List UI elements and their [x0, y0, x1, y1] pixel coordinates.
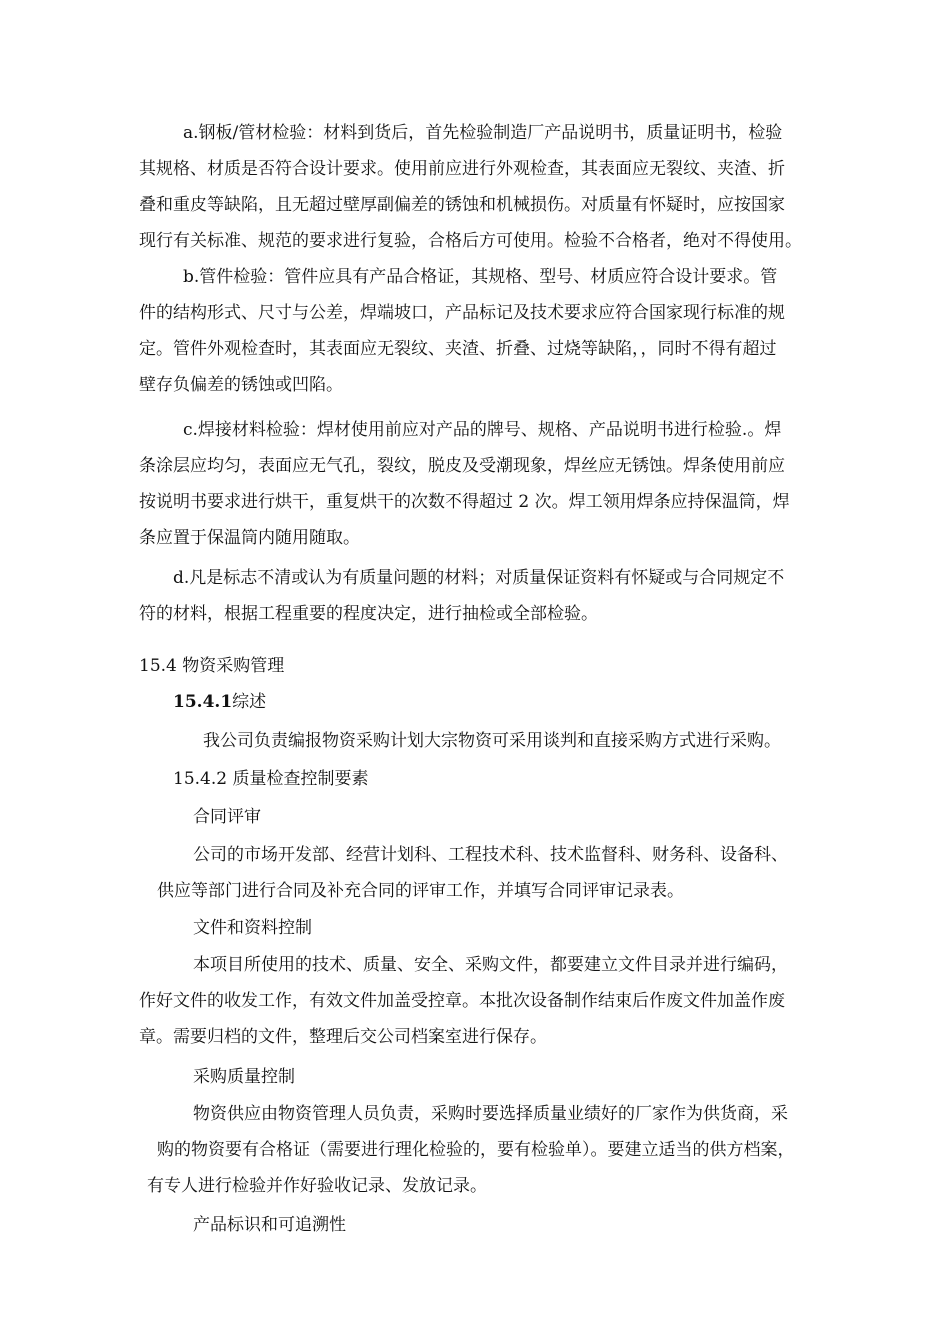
para-b-line-4: 壁存负偏差的锈蚀或凹陷。: [139, 375, 343, 395]
heading-contract-review: 合同评审: [193, 807, 261, 827]
heading-traceability: 产品标识和可追溯性: [193, 1215, 346, 1235]
section-15-4-heading: 15.4 物资采购管理: [139, 656, 285, 676]
para-overview: 我公司负责编报物资采购计划大宗物资可采用谈判和直接采购方式进行采购。: [203, 731, 781, 751]
para-docs-line-1: 本项目所使用的技术、质量、安全、采购文件，都要建立文件目录并进行编码，: [193, 955, 788, 975]
para-b-line-1: b.管件检验：管件应具有产品合格证，其规格、型号、材质应符合设计要求。管: [183, 267, 778, 287]
para-b-line-2: 件的结构形式、尺寸与公差，焊端坡口，产品标记及技术要求应符合国家现行标准的规: [139, 303, 785, 323]
heading-purchase-quality: 采购质量控制: [193, 1067, 295, 1087]
para-docs-line-3: 章。需要归档的文件，整理后交公司档案室进行保存。: [139, 1027, 547, 1047]
para-c-line-3: 按说明书要求进行烘干，重复烘干的次数不得超过 2 次。焊工领用焊条应持保温筒，焊: [139, 492, 790, 512]
para-c-line-4: 条应置于保温筒内随用随取。: [139, 528, 360, 548]
heading-document-control: 文件和资料控制: [193, 918, 312, 938]
section-15-4-1-title: 综述: [232, 692, 267, 712]
para-contract-line-2: 供应等部门进行合同及补充合同的评审工作，并填写合同评审记录表。: [157, 881, 684, 901]
para-contract-line-1: 公司的市场开发部、经营计划科、工程技术科、技术监督科、财务科、设备科、: [193, 845, 788, 865]
section-15-4-1-heading: [173, 690, 266, 714]
para-d-line-2: 符的材料，根据工程重要的程度决定，进行抽检或全部检验。: [139, 604, 598, 624]
para-c-line-2: 条涂层应均匀，表面应无气孔，裂纹，脱皮及受潮现象，焊丝应无锈蚀。焊条使用前应: [139, 456, 785, 476]
para-a-line-3: 叠和重皮等缺陷，且无超过壁厚副偏差的锈蚀和机械损伤。对质量有怀疑时，应按国家: [139, 195, 785, 215]
para-b-line-3: 定。管件外观检查时，其表面应无裂纹、夹渣、折叠、过烧等缺陷，，同时不得有超过: [139, 339, 777, 359]
para-a-line-2: 其规格、材质是否符合设计要求。使用前应进行外观检查，其表面应无裂纹、夹渣、折: [139, 159, 785, 179]
para-docs-line-2: 作好文件的收发工作，有效文件加盖受控章。本批次设备制作结束后作废文件加盖作废: [139, 991, 785, 1011]
section-15-4-2-heading: 15.4.2 质量检查控制要素: [173, 769, 369, 789]
para-purchase-line-2: 购的物资要有合格证（需要进行理化检验的，要有检验单）。要建立适当的供方档案，: [157, 1140, 795, 1160]
para-purchase-line-3: 有专人进行检验并作好验收记录、发放记录。: [147, 1176, 487, 1196]
para-purchase-line-1: 物资供应由物资管理人员负责，采购时要选择质量业绩好的厂家作为供货商，采: [193, 1104, 788, 1124]
para-a-line-4: 现行有关标准、规范的要求进行复验，合格后方可使用。检验不合格者，绝对不得使用。: [139, 231, 802, 251]
section-15-4-1-number: 15.4.1: [173, 692, 233, 712]
para-c-line-1: c.焊接材料检验：焊材使用前应对产品的牌号、规格、产品说明书进行检验.。焊: [183, 420, 782, 440]
para-d-line-1: d.凡是标志不清或认为有质量问题的材料；对质量保证资料有怀疑或与合同规定不: [173, 568, 785, 588]
para-a-line-1: a.钢板/管材检验：材料到货后，首先检验制造厂产品说明书，质量证明书，检验: [183, 123, 783, 143]
